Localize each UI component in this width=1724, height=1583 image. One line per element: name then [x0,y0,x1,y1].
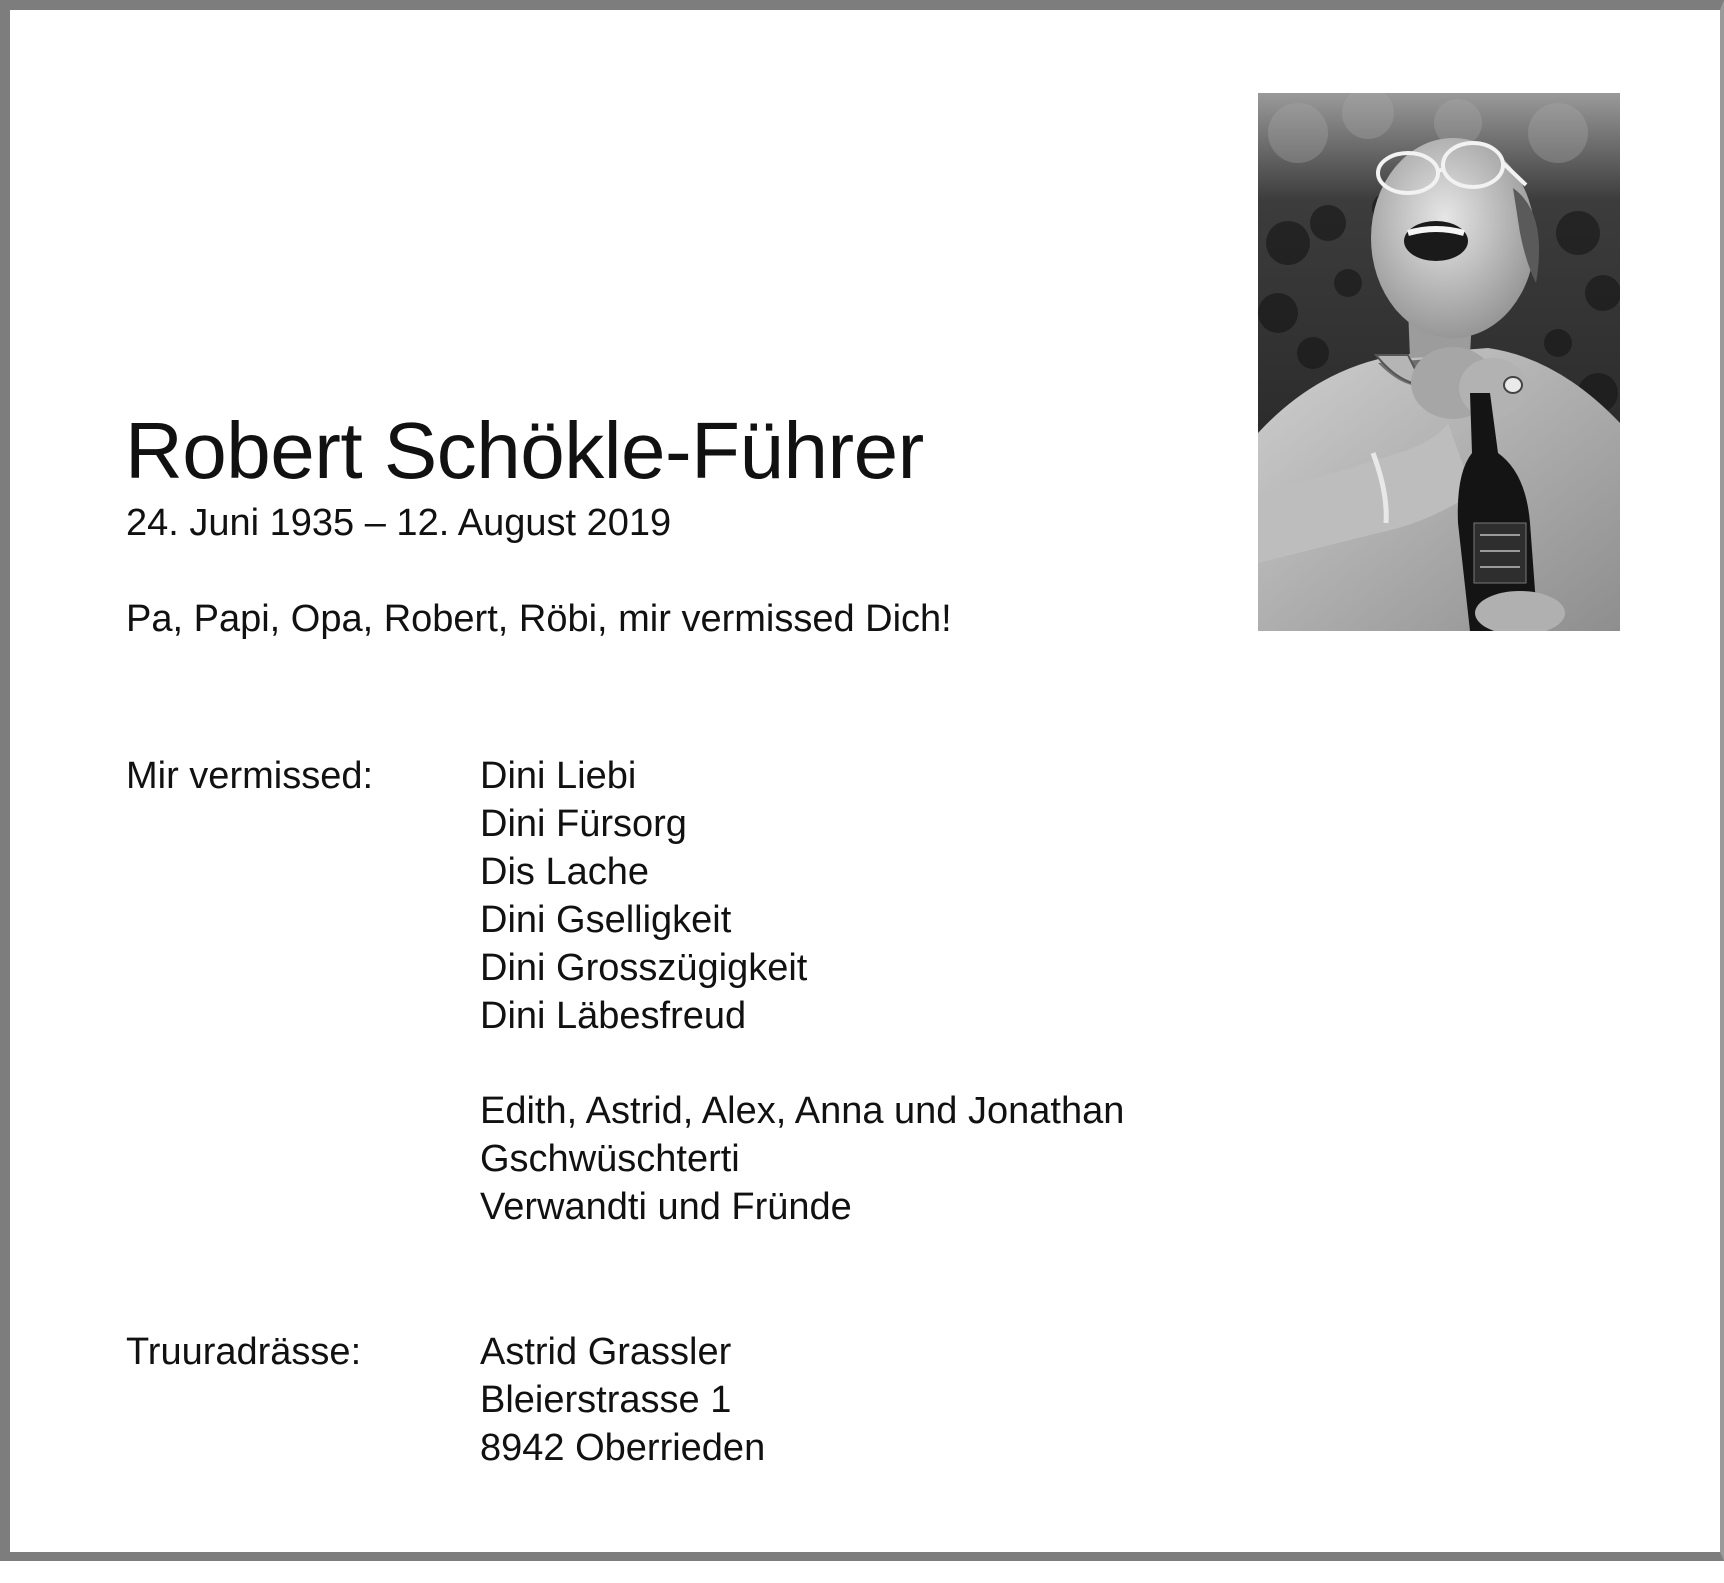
missed-label: Mir vermissed: [126,755,374,797]
portrait-photo-image [1258,93,1620,631]
mourner-line: Edith, Astrid, Alex, Anna und Jonathan [480,1090,1125,1132]
missed-item: Dini Läbesfreud [480,995,747,1037]
address-block [480,1328,765,1472]
portrait-photo [1258,93,1620,631]
missed-list [480,752,807,1040]
address-line: 8942 Oberrieden [480,1427,766,1469]
mourners-list [480,1087,1124,1231]
missed-item: Dini Liebi [480,755,637,797]
missed-item: Dini Gselligkeit [480,899,732,941]
missed-item: Dini Fürsorg [480,803,687,845]
address-line: Bleierstrasse 1 [480,1379,732,1421]
address-label: Truuradrässe: [126,1331,362,1373]
mourner-line: Verwandti und Fründe [480,1186,852,1228]
address-line: Astrid Grassler [480,1331,732,1373]
mourner-line: Gschwüschterti [480,1138,740,1180]
dedication-line: Pa, Papi, Opa, Robert, Röbi, mir vermissed Dich! [126,598,952,640]
missed-item: Dis Lache [480,851,649,893]
deceased-name: Robert Schökle-Führer [125,406,924,495]
life-dates: 24. Juni 1935 – 12. August 2019 [126,502,672,544]
missed-item: Dini Grosszügigkeit [480,947,808,989]
